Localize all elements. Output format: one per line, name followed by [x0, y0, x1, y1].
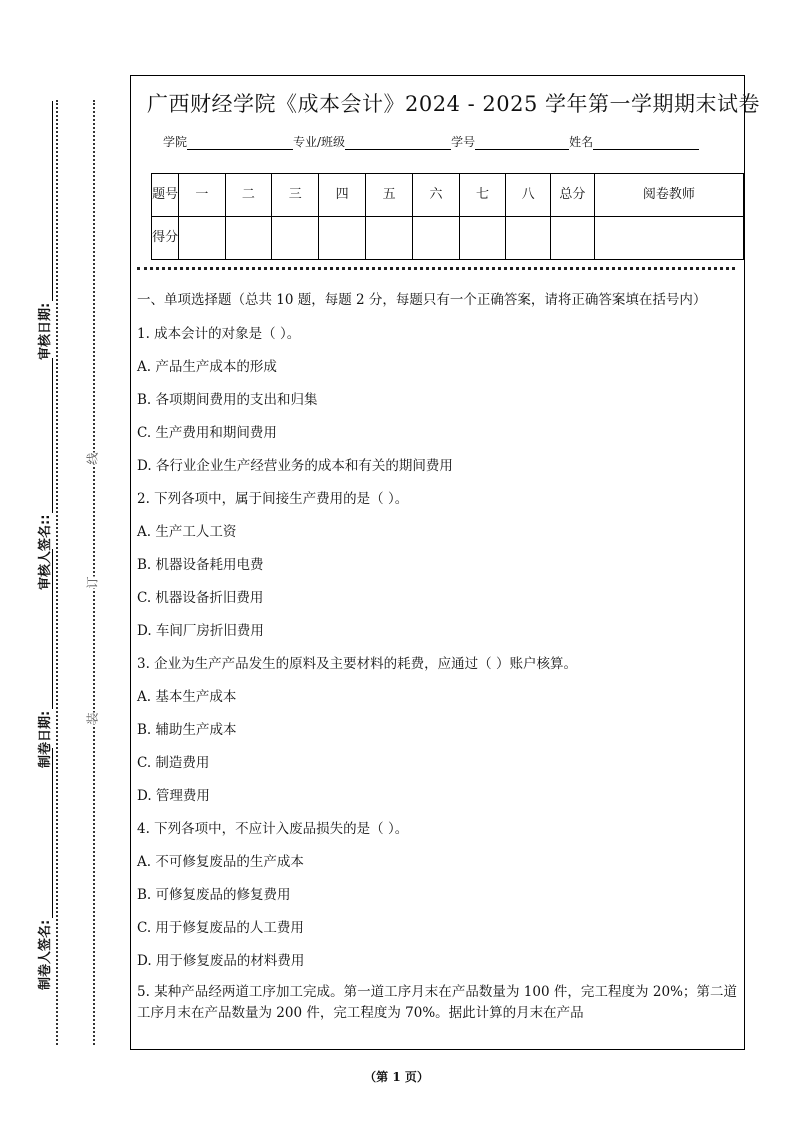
score-cell[interactable] — [225, 217, 271, 260]
seal-dotted-line-inner — [93, 100, 95, 1045]
answer-option: C. 生产费用和期间费用 — [137, 425, 277, 441]
answer-option: A. 生产工人工资 — [137, 524, 237, 540]
answer-option: D. 用于修复废品的材料费用 — [137, 953, 305, 969]
review-date-blank[interactable] — [40, 101, 53, 301]
header-cell: 总分 — [550, 174, 594, 217]
score-cell[interactable] — [179, 217, 225, 260]
page-number: （第 1 页） — [364, 1070, 429, 1084]
name-field[interactable] — [593, 137, 699, 150]
header-cell: 三 — [272, 174, 319, 217]
header-cell: 七 — [459, 174, 505, 217]
student-id-label: 学号 — [451, 135, 476, 149]
header-cell: 八 — [506, 174, 551, 217]
reviewer-signature-blank[interactable] — [40, 358, 53, 513]
score-cell[interactable] — [459, 217, 505, 260]
binding-mark-bind: 装 — [82, 712, 103, 724]
name-label: 姓名 — [569, 135, 594, 149]
answer-option: A. 基本生产成本 — [137, 689, 237, 705]
seal-dotted-line-outer — [56, 100, 58, 1045]
score-cell[interactable] — [272, 217, 319, 260]
score-table-score-row — [152, 217, 744, 260]
section-heading: 一、单项选择题（总共 10 题，每题 2 分，每题只有一个正确答案，请将正确答案填在括号内） — [137, 292, 707, 308]
compiler-signature-field — [34, 748, 53, 990]
header-cell: 六 — [413, 174, 459, 217]
score-label-cell: 得分 — [152, 217, 179, 260]
header-cell: 四 — [319, 174, 365, 217]
header-cell: 五 — [365, 174, 412, 217]
page-title: 广西财经学院《成本会计》2024 - 2025 学年第一学期期末试卷 — [147, 92, 761, 116]
answer-option: C. 用于修复废品的人工费用 — [137, 920, 304, 936]
header-cell: 二 — [225, 174, 271, 217]
college-label: 学院 — [163, 135, 188, 149]
separator-dotted-line — [137, 267, 735, 270]
answer-option: B. 辅助生产成本 — [137, 722, 237, 738]
question-stem: 4. 下列各项中，不应计入废品损失的是（ ）。 — [137, 821, 409, 837]
college-field[interactable] — [187, 137, 293, 150]
score-cell[interactable] — [594, 217, 743, 260]
student-id-field[interactable] — [475, 137, 569, 150]
student-info — [163, 133, 699, 150]
header-cell: 阅卷教师 — [594, 174, 743, 217]
question-stem: 3. 企业为生产产品发生的原料及主要材料的耗费，应通过（ ）账户核算。 — [137, 656, 577, 672]
answer-option: B. 各项期间费用的支出和归集 — [137, 392, 318, 408]
major-class-field[interactable] — [345, 137, 451, 150]
score-cell[interactable] — [319, 217, 365, 260]
questions — [137, 290, 737, 1024]
answer-option: D. 管理费用 — [137, 788, 210, 804]
major-class-label: 专业/班级 — [293, 135, 346, 149]
compile-date-blank[interactable] — [40, 549, 53, 709]
score-cell[interactable] — [365, 217, 412, 260]
answer-option: B. 机器设备耗用电费 — [137, 557, 264, 573]
question-stem: 1. 成本会计的对象是（ ）。 — [137, 326, 301, 342]
review-date-field — [34, 101, 53, 360]
answer-option: A. 不可修复废品的生产成本 — [137, 854, 304, 870]
answer-option: C. 制造费用 — [137, 755, 210, 771]
exam-frame — [130, 75, 761, 1050]
header-cell: 一 — [179, 174, 225, 217]
answer-option: C. 机器设备折旧费用 — [137, 590, 264, 606]
score-cell[interactable] — [413, 217, 459, 260]
score-cell[interactable] — [550, 217, 594, 260]
answer-option: B. 可修复废品的修复费用 — [137, 887, 291, 903]
score-table-header-row — [152, 174, 744, 217]
binding-mark-line: 线 — [82, 452, 103, 464]
binding-mark-staple: 订 — [82, 576, 103, 588]
question-5: 5. 某种产品经两道工序加工完成。第一道工序月末在产品数量为 100 件，完工程度为 20%；第二道工序月末在产品数量为 200 件，完工程度为 70%。据此计算的月末在产品 — [137, 984, 737, 1021]
reviewer-signature-label: 审核人签名:: — [38, 514, 53, 590]
compile-date-field — [34, 549, 53, 768]
score-table — [151, 173, 744, 260]
compiler-signature-label: 制卷人签名: — [38, 919, 53, 990]
answer-option: A. 产品生产成本的形成 — [137, 359, 277, 375]
answer-option: D. 车间厂房折旧费用 — [137, 623, 264, 639]
compiler-signature-blank[interactable] — [40, 748, 53, 918]
header-cell: 题号 — [152, 174, 179, 217]
score-cell[interactable] — [506, 217, 551, 260]
question-stem: 2. 下列各项中，属于间接生产费用的是（ ）。 — [137, 491, 409, 507]
review-date-label: 审核日期: — [38, 302, 53, 360]
answer-option: D. 各行业企业生产经营业务的成本和有关的期间费用 — [137, 458, 453, 474]
compile-date-label: 制卷日期: — [38, 710, 53, 768]
